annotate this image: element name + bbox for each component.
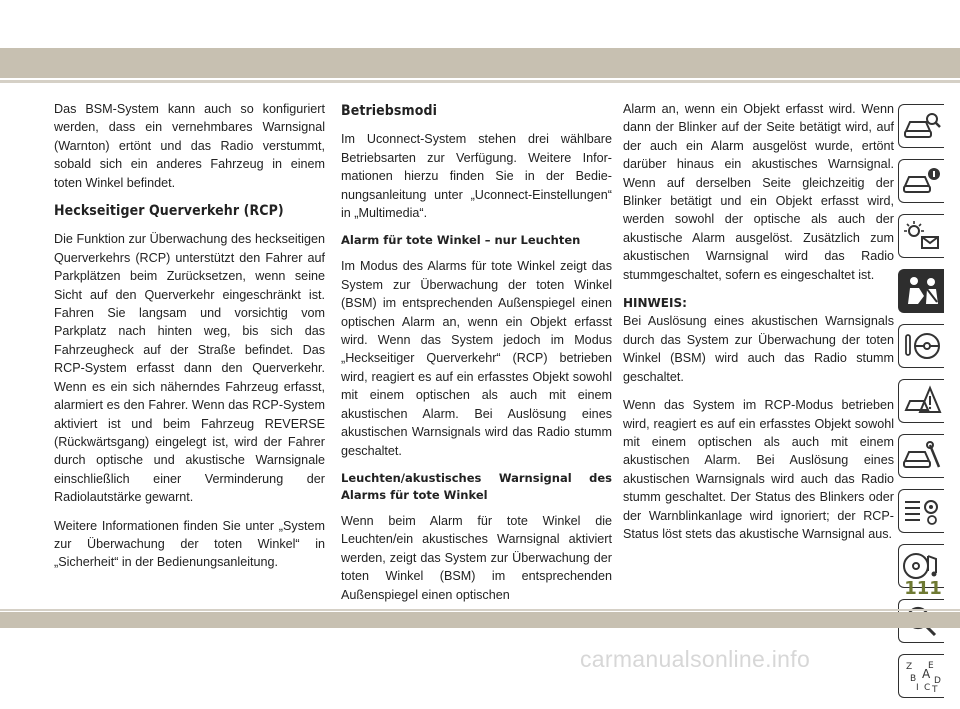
section-heading-modes: Betriebsmodi: [341, 103, 437, 119]
header-rule: [0, 80, 960, 83]
paragraph: Weitere Informationen finden Sie unter „System zur Überwachung der toten Winkel“ in „Sicherheit“ in der Bedienungsanleitung.: [54, 518, 325, 570]
text-column-3: [623, 100, 894, 553]
svg-text:Z: Z: [905, 662, 912, 672]
paragraph: Im Uconnect-System stehen drei wählbare Betriebsarten zur Verfügung. Weitere Informationen hierzu finden Sie in der Bedienungsanleitung unter „Uconnect-Einstellungen“ in „Multimedia“.: [341, 132, 612, 221]
text-column-2: [341, 100, 612, 614]
subheading-lights-chime: Leuchten/akustisches Warnsignal des Alarms für tote Winkel: [341, 470, 612, 502]
text-column-1: [54, 100, 325, 582]
paragraph: Wenn beim Alarm für tote Winkel die Leuchten/ein akustisches Warnsignal aktiviert werden, zeigt das System zur Überwachung der toten Winkel (BSM) im entsprechenden Außenspiegel einen optischen: [341, 513, 612, 602]
svg-text:T: T: [931, 685, 937, 693]
tab-emergency[interactable]: [898, 379, 944, 423]
light-warning-icon: [902, 219, 942, 253]
car-service-icon: [902, 439, 942, 473]
tab-service[interactable]: [898, 434, 944, 478]
index-icon: [902, 659, 942, 693]
car-info-icon: [902, 164, 942, 198]
paragraph: Das BSM-System kann auch so konfiguriert werden, dass ein vernehmbares Warnsignal (Warnton) ertönt und das Radio verstummt, sobald sich ein anderes Fahrzeug in einem toten Winkel befindet.: [54, 102, 325, 190]
svg-text:C: C: [923, 683, 930, 693]
tab-index[interactable]: [898, 654, 944, 698]
footer-rule: [0, 609, 960, 611]
tab-car-info[interactable]: [898, 159, 944, 203]
svg-text:D: D: [933, 676, 941, 686]
driver-seatbelt-icon: [902, 274, 942, 308]
steering-wheel-icon: [902, 329, 942, 363]
paragraph: Alarm an, wenn ein Objekt erfasst wird. Wenn dann der Blinker auf der Seite betätigt wird, auf der auch ein Alarm ausgelöst wurde, ertönt darüber hinaus ein akustisches Warnsignal. Wenn auf derselben Seite gleichzeitig der Blinker betätigt und ein Objekt erfasst wird, werden sowohl der optische als auch der akustische Alarm ausgelöst. Zusätzlich zum akustischen Warnsignal wird das Radio stummgeschaltet, sofern es eingeschaltet ist.: [623, 102, 894, 282]
tab-driver-safety[interactable]: [898, 269, 944, 313]
paragraph: Im Modus des Alarms für tote Winkel zeigt das System zur Überwachung der toten Winkel (BSM) im entsprechenden Außenspiegel einen optischen Alarm an, wenn ein Objekt erfasst wird. Wenn das System jedoch im Modus „Heckseitiger Querverkehr“ (RCP) betrieben wird, reagiert es auf ein erfasstes Objekt sowohl mit einem optischen als auch mit einem akustischen Alarm. Bei Auslösung eines akustischen Warnsignals wird das Radio stumm geschaltet.: [341, 259, 612, 458]
tab-car-search[interactable]: [898, 104, 944, 148]
paragraph: Wenn das System im RCP-Modus betrieben wird, reagiert es auf ein erfasstes Objekt sowohl mit einem optischen als auch mit einem akustischen Alarm. Bei Auslösung eines akustischen Warnsignals wird auch das Radio stumm geschaltet. Der Status des Blinkers oder der Warnblinkanlage wird ignoriert; der RCP-Status löst stets das akustische Warnsignal aus.: [623, 398, 894, 541]
header-band: [0, 48, 960, 78]
paragraph: Die Funktion zur Überwachung des heckseitigen Querverkehrs (RCP) unterstützt den Fahrer auf Parkplätzen beim Zurücksetzen, wenn seine Sicht auf den Querverkehr eingeschränkt ist. Fahren Sie langsam und vorsichtig vom Parkplatz nach hinten weg, bis sich das Fahrzeugheck auf der Straße befindet. Das RCP-System erfasst dann den Querverkehr. Wenn es ein sich näherndes Fahrzeug erfasst, alarmiert es den Fahrer. Wenn das RCP-System aktiviert ist und beim Fahrzeug REVERSE (Rückwärtsgang) eingelegt ist, wird der Fahrer durch optische und akustische Warnsignale einschließlich einer Verminderung der Radiolautstärke gewarnt.: [54, 232, 325, 505]
tab-light-warning[interactable]: [898, 214, 944, 258]
watermark: carmanualsonline.info: [580, 646, 811, 672]
tab-specifications[interactable]: [898, 489, 944, 533]
footer-band: [0, 612, 960, 628]
subheading-lights-only: Alarm für tote Winkel – nur Leuchten: [341, 233, 581, 248]
note-title: HINWEIS:: [623, 296, 687, 311]
section-heading-rcp: Heckseitiger Querverkehr (RCP): [54, 203, 284, 220]
svg-text:A: A: [921, 667, 930, 681]
tab-steering[interactable]: [898, 324, 944, 368]
svg-text:I: I: [915, 683, 919, 693]
car-search-icon: [902, 109, 942, 143]
svg-text:E: E: [927, 661, 934, 671]
svg-text:B: B: [909, 674, 916, 684]
specifications-gear-icon: [902, 494, 942, 528]
page-number: 111: [904, 578, 942, 599]
note-text: Bei Auslösung eines akustischen Warnsignals durch das System zur Überwachung der toten Winkel (BSM) wird auch das Radio stumm geschaltet.: [623, 314, 894, 384]
warning-triangle-icon: [902, 384, 942, 418]
